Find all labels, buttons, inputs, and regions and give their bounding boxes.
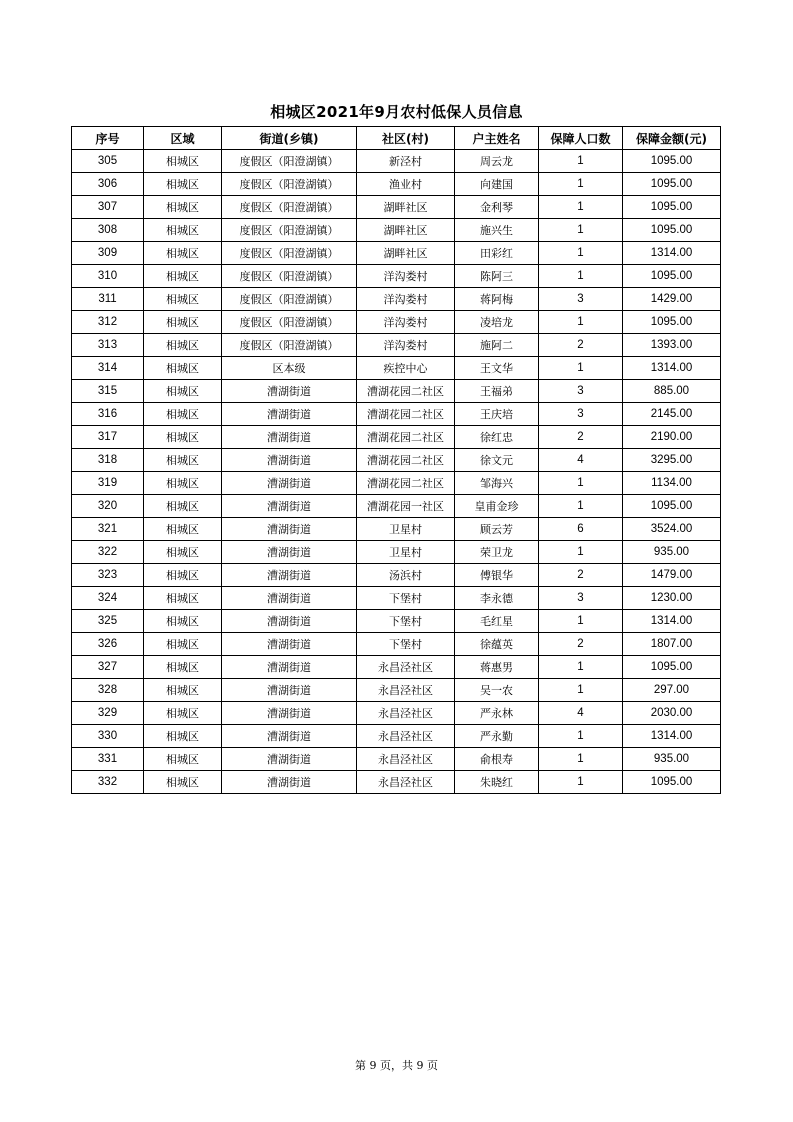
cell-amount: 1429.00 [623, 288, 721, 311]
table-row [72, 426, 721, 449]
table-header-row [72, 127, 721, 150]
cell-region: 相城区 [144, 633, 222, 656]
cell-amount: 1095.00 [623, 495, 721, 518]
cell-street: 漕湖街道 [222, 541, 357, 564]
cell-street: 漕湖街道 [222, 587, 357, 610]
table-row [72, 656, 721, 679]
cell-persons: 3 [539, 587, 623, 610]
table-row [72, 219, 721, 242]
cell-amount: 1479.00 [623, 564, 721, 587]
cell-street: 漕湖街道 [222, 472, 357, 495]
cell-amount: 1314.00 [623, 725, 721, 748]
cell-householder: 蒋阿梅 [455, 288, 539, 311]
cell-street: 漕湖街道 [222, 403, 357, 426]
cell-householder: 陈阿三 [455, 265, 539, 288]
cell-index: 321 [72, 518, 144, 541]
cell-index: 322 [72, 541, 144, 564]
table-row [72, 702, 721, 725]
cell-persons: 6 [539, 518, 623, 541]
cell-community: 湖畔社区 [357, 219, 455, 242]
table-row [72, 610, 721, 633]
cell-street: 漕湖街道 [222, 564, 357, 587]
cell-index: 310 [72, 265, 144, 288]
cell-street: 度假区（阳澄湖镇） [222, 334, 357, 357]
table-row [72, 449, 721, 472]
cell-householder: 皇甫金珍 [455, 495, 539, 518]
cell-index: 320 [72, 495, 144, 518]
cell-persons: 1 [539, 748, 623, 771]
cell-community: 永昌泾社区 [357, 679, 455, 702]
cell-householder: 王福弟 [455, 380, 539, 403]
cell-persons: 1 [539, 357, 623, 380]
cell-amount: 1095.00 [623, 196, 721, 219]
cell-persons: 2 [539, 564, 623, 587]
cell-region: 相城区 [144, 587, 222, 610]
cell-street: 漕湖街道 [222, 449, 357, 472]
cell-street: 度假区（阳澄湖镇） [222, 173, 357, 196]
cell-community: 湖畔社区 [357, 196, 455, 219]
cell-index: 331 [72, 748, 144, 771]
cell-index: 327 [72, 656, 144, 679]
cell-index: 312 [72, 311, 144, 334]
cell-community: 永昌泾社区 [357, 656, 455, 679]
cell-community: 下堡村 [357, 587, 455, 610]
cell-persons: 2 [539, 633, 623, 656]
table-row [72, 472, 721, 495]
cell-community: 卫星村 [357, 541, 455, 564]
cell-region: 相城区 [144, 495, 222, 518]
cell-street: 度假区（阳澄湖镇） [222, 288, 357, 311]
cell-householder: 傅银华 [455, 564, 539, 587]
cell-community: 永昌泾社区 [357, 725, 455, 748]
table-row [72, 679, 721, 702]
table-row [72, 242, 721, 265]
cell-householder: 向建国 [455, 173, 539, 196]
cell-street: 区本级 [222, 357, 357, 380]
table-row [72, 564, 721, 587]
cell-householder: 吴一农 [455, 679, 539, 702]
cell-householder: 周云龙 [455, 150, 539, 173]
roster-table [71, 126, 721, 794]
cell-community: 漕湖花园一社区 [357, 495, 455, 518]
cell-amount: 1807.00 [623, 633, 721, 656]
table-row [72, 495, 721, 518]
cell-region: 相城区 [144, 265, 222, 288]
cell-index: 305 [72, 150, 144, 173]
cell-persons: 2 [539, 334, 623, 357]
cell-householder: 严永林 [455, 702, 539, 725]
cell-street: 度假区（阳澄湖镇） [222, 150, 357, 173]
cell-index: 311 [72, 288, 144, 311]
cell-community: 下堡村 [357, 610, 455, 633]
column-header-region: 区域 [144, 127, 222, 150]
cell-householder: 施阿二 [455, 334, 539, 357]
cell-index: 315 [72, 380, 144, 403]
cell-community: 永昌泾社区 [357, 771, 455, 794]
cell-street: 漕湖街道 [222, 380, 357, 403]
cell-householder: 蒋惠男 [455, 656, 539, 679]
cell-community: 洋沟娄村 [357, 311, 455, 334]
cell-region: 相城区 [144, 656, 222, 679]
cell-street: 度假区（阳澄湖镇） [222, 242, 357, 265]
cell-persons: 1 [539, 656, 623, 679]
cell-community: 漕湖花园二社区 [357, 449, 455, 472]
cell-householder: 李永德 [455, 587, 539, 610]
cell-amount: 2145.00 [623, 403, 721, 426]
cell-persons: 4 [539, 702, 623, 725]
cell-index: 332 [72, 771, 144, 794]
cell-persons: 1 [539, 173, 623, 196]
cell-index: 330 [72, 725, 144, 748]
cell-street: 度假区（阳澄湖镇） [222, 219, 357, 242]
cell-amount: 935.00 [623, 748, 721, 771]
table-row [72, 541, 721, 564]
cell-street: 漕湖街道 [222, 495, 357, 518]
cell-amount: 1314.00 [623, 242, 721, 265]
table-row [72, 403, 721, 426]
cell-amount: 1095.00 [623, 150, 721, 173]
cell-persons: 3 [539, 403, 623, 426]
cell-index: 309 [72, 242, 144, 265]
cell-street: 漕湖街道 [222, 771, 357, 794]
cell-persons: 2 [539, 426, 623, 449]
cell-community: 洋沟娄村 [357, 265, 455, 288]
table-row [72, 587, 721, 610]
cell-community: 湖畔社区 [357, 242, 455, 265]
cell-community: 疾控中心 [357, 357, 455, 380]
table-row [72, 196, 721, 219]
cell-index: 325 [72, 610, 144, 633]
cell-persons: 3 [539, 288, 623, 311]
cell-householder: 荣卫龙 [455, 541, 539, 564]
cell-householder: 徐文元 [455, 449, 539, 472]
column-header-persons: 保障人口数 [539, 127, 623, 150]
cell-persons: 1 [539, 472, 623, 495]
cell-amount: 1314.00 [623, 610, 721, 633]
cell-region: 相城区 [144, 702, 222, 725]
cell-street: 漕湖街道 [222, 518, 357, 541]
cell-amount: 1095.00 [623, 656, 721, 679]
cell-householder: 凌培龙 [455, 311, 539, 334]
cell-community: 永昌泾社区 [357, 702, 455, 725]
table-row [72, 150, 721, 173]
cell-index: 326 [72, 633, 144, 656]
table-row [72, 357, 721, 380]
cell-persons: 1 [539, 771, 623, 794]
cell-region: 相城区 [144, 380, 222, 403]
cell-persons: 1 [539, 311, 623, 334]
page-title: 相城区2021年9月农村低保人员信息 [270, 103, 523, 121]
cell-amount: 1314.00 [623, 357, 721, 380]
cell-amount: 3524.00 [623, 518, 721, 541]
cell-index: 306 [72, 173, 144, 196]
cell-community: 漕湖花园二社区 [357, 426, 455, 449]
cell-amount: 3295.00 [623, 449, 721, 472]
cell-index: 313 [72, 334, 144, 357]
cell-householder: 田彩红 [455, 242, 539, 265]
cell-persons: 1 [539, 219, 623, 242]
cell-community: 洋沟娄村 [357, 288, 455, 311]
cell-householder: 朱晓红 [455, 771, 539, 794]
cell-street: 漕湖街道 [222, 679, 357, 702]
cell-region: 相城区 [144, 449, 222, 472]
cell-region: 相城区 [144, 357, 222, 380]
cell-index: 329 [72, 702, 144, 725]
cell-community: 漕湖花园二社区 [357, 403, 455, 426]
cell-region: 相城区 [144, 426, 222, 449]
cell-index: 307 [72, 196, 144, 219]
table-row [72, 311, 721, 334]
cell-householder: 顾云芳 [455, 518, 539, 541]
cell-amount: 1095.00 [623, 771, 721, 794]
cell-persons: 1 [539, 610, 623, 633]
cell-amount: 1095.00 [623, 265, 721, 288]
table-row [72, 380, 721, 403]
cell-community: 汤浜村 [357, 564, 455, 587]
cell-householder: 王文华 [455, 357, 539, 380]
cell-street: 漕湖街道 [222, 748, 357, 771]
cell-amount: 1095.00 [623, 311, 721, 334]
cell-region: 相城区 [144, 196, 222, 219]
table-row [72, 334, 721, 357]
cell-region: 相城区 [144, 311, 222, 334]
table-row [72, 748, 721, 771]
cell-householder: 严永勤 [455, 725, 539, 748]
cell-region: 相城区 [144, 472, 222, 495]
cell-street: 漕湖街道 [222, 633, 357, 656]
cell-persons: 3 [539, 380, 623, 403]
cell-householder: 施兴生 [455, 219, 539, 242]
cell-street: 漕湖街道 [222, 426, 357, 449]
cell-amount: 1134.00 [623, 472, 721, 495]
cell-region: 相城区 [144, 334, 222, 357]
cell-index: 308 [72, 219, 144, 242]
cell-region: 相城区 [144, 518, 222, 541]
cell-persons: 1 [539, 196, 623, 219]
cell-index: 328 [72, 679, 144, 702]
table-row [72, 771, 721, 794]
table-row [72, 288, 721, 311]
cell-street: 度假区（阳澄湖镇） [222, 196, 357, 219]
column-header-amount: 保障金额(元) [623, 127, 721, 150]
cell-region: 相城区 [144, 242, 222, 265]
cell-index: 324 [72, 587, 144, 610]
cell-persons: 1 [539, 495, 623, 518]
cell-householder: 王庆培 [455, 403, 539, 426]
cell-amount: 935.00 [623, 541, 721, 564]
table-row [72, 518, 721, 541]
cell-region: 相城区 [144, 541, 222, 564]
cell-householder: 徐红忠 [455, 426, 539, 449]
column-header-householder: 户主姓名 [455, 127, 539, 150]
cell-region: 相城区 [144, 748, 222, 771]
table-body [72, 150, 721, 794]
table-row [72, 725, 721, 748]
cell-persons: 4 [539, 449, 623, 472]
cell-amount: 297.00 [623, 679, 721, 702]
cell-index: 314 [72, 357, 144, 380]
cell-street: 漕湖街道 [222, 610, 357, 633]
table-row [72, 265, 721, 288]
cell-street: 漕湖街道 [222, 656, 357, 679]
cell-persons: 1 [539, 541, 623, 564]
cell-householder: 金利琴 [455, 196, 539, 219]
cell-householder: 邹海兴 [455, 472, 539, 495]
cell-community: 洋沟娄村 [357, 334, 455, 357]
cell-region: 相城区 [144, 679, 222, 702]
cell-householder: 俞根寿 [455, 748, 539, 771]
column-header-community: 社区(村) [357, 127, 455, 150]
cell-householder: 毛红星 [455, 610, 539, 633]
column-header-street: 街道(乡镇) [222, 127, 357, 150]
cell-persons: 1 [539, 242, 623, 265]
cell-community: 卫星村 [357, 518, 455, 541]
page-number: 第 9 页，共 9 页 [355, 1059, 438, 1072]
cell-region: 相城区 [144, 771, 222, 794]
cell-index: 317 [72, 426, 144, 449]
cell-street: 漕湖街道 [222, 702, 357, 725]
cell-street: 度假区（阳澄湖镇） [222, 311, 357, 334]
cell-region: 相城区 [144, 150, 222, 173]
cell-amount: 1230.00 [623, 587, 721, 610]
cell-persons: 1 [539, 150, 623, 173]
cell-amount: 1393.00 [623, 334, 721, 357]
cell-householder: 徐蕴英 [455, 633, 539, 656]
cell-region: 相城区 [144, 288, 222, 311]
cell-community: 新泾村 [357, 150, 455, 173]
cell-amount: 1095.00 [623, 219, 721, 242]
cell-community: 渔业村 [357, 173, 455, 196]
cell-region: 相城区 [144, 725, 222, 748]
cell-index: 316 [72, 403, 144, 426]
cell-amount: 885.00 [623, 380, 721, 403]
table-row [72, 173, 721, 196]
cell-amount: 2030.00 [623, 702, 721, 725]
column-header-index: 序号 [72, 127, 144, 150]
cell-persons: 1 [539, 679, 623, 702]
cell-street: 度假区（阳澄湖镇） [222, 265, 357, 288]
cell-index: 323 [72, 564, 144, 587]
cell-community: 永昌泾社区 [357, 748, 455, 771]
cell-community: 漕湖花园二社区 [357, 380, 455, 403]
cell-index: 318 [72, 449, 144, 472]
cell-amount: 1095.00 [623, 173, 721, 196]
cell-region: 相城区 [144, 564, 222, 587]
cell-community: 下堡村 [357, 633, 455, 656]
cell-region: 相城区 [144, 219, 222, 242]
cell-persons: 1 [539, 725, 623, 748]
cell-street: 漕湖街道 [222, 725, 357, 748]
cell-index: 319 [72, 472, 144, 495]
cell-amount: 2190.00 [623, 426, 721, 449]
cell-region: 相城区 [144, 173, 222, 196]
cell-region: 相城区 [144, 403, 222, 426]
cell-community: 漕湖花园二社区 [357, 472, 455, 495]
cell-persons: 1 [539, 265, 623, 288]
table-row [72, 633, 721, 656]
cell-region: 相城区 [144, 610, 222, 633]
